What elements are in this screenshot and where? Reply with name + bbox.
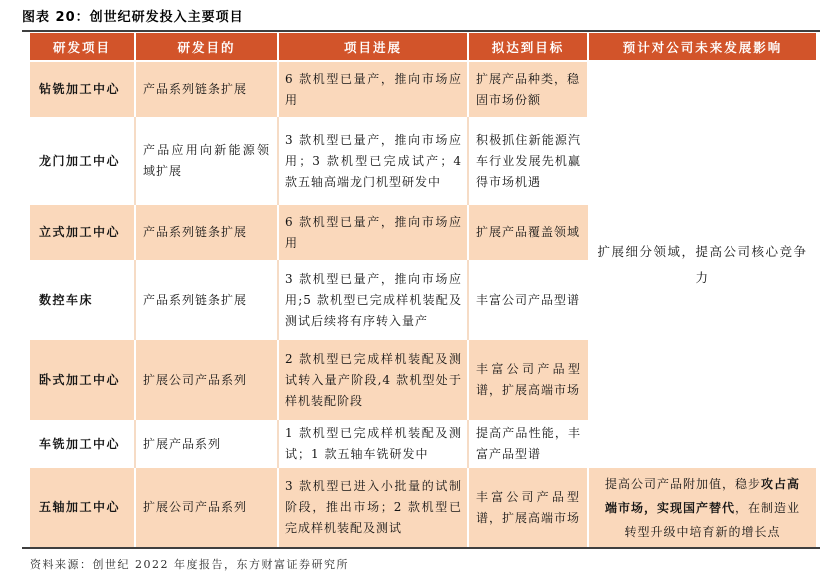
figure-title: 图表 20：创世纪研发投入主要项目 — [22, 10, 244, 25]
table-header-row — [30, 33, 816, 61]
purpose-cell: 产品系列链条扩展 — [135, 205, 278, 260]
column-header-4: 拟达到目标 — [468, 33, 588, 61]
target-cell: 丰富公司产品型谱，扩展高端市场 — [468, 468, 588, 547]
project-cell: 车铣加工中心 — [30, 420, 135, 468]
progress-cell: 3 款机型已量产，推向市场应用；3 款机型已完成试产；4 款五轴高端龙门机型研发中 — [278, 117, 468, 205]
impact-text: 提高公司产品附加值，稳步 — [604, 476, 761, 491]
project-cell: 龙门加工中心 — [30, 117, 135, 205]
column-header-2: 研发目的 — [135, 33, 278, 61]
target-cell: 积极抓住新能源汽车行业发展先机赢得市场机遇 — [468, 117, 588, 205]
impact-merged-cell: 扩展细分领域，提高公司核心竞争力 — [588, 61, 816, 468]
purpose-cell: 产品系列链条扩展 — [135, 260, 278, 340]
progress-cell: 2 款机型已完成样机装配及测试转入量产阶段,4 款机型处于样机装配阶段 — [278, 340, 468, 420]
target-cell: 扩展产品覆盖领域 — [468, 205, 588, 260]
source-note: 资料来源：创世纪 2022 年度报告，东方财富证券研究所 — [30, 558, 349, 571]
top-rule — [22, 30, 820, 32]
rd-projects-table — [30, 33, 816, 547]
impact-text-bold: 攻占高端市场，实现国产替代 — [604, 476, 801, 515]
progress-cell: 1 款机型已完成样机装配及测试；1 款五轴车铣研发中 — [278, 420, 468, 468]
project-cell: 钻铣加工中心 — [30, 61, 135, 117]
target-cell: 提高产品性能，丰富产品型谱 — [468, 420, 588, 468]
project-cell: 卧式加工中心 — [30, 340, 135, 420]
bottom-rule — [22, 547, 820, 549]
target-cell: 扩展产品种类，稳固市场份额 — [468, 61, 588, 117]
project-cell: 立式加工中心 — [30, 205, 135, 260]
progress-cell: 6 款机型已量产，推向市场应用 — [278, 205, 468, 260]
target-cell: 丰富公司产品型谱 — [468, 260, 588, 340]
column-header-5: 预计对公司未来发展影响 — [588, 33, 816, 61]
project-cell: 五轴加工中心 — [30, 468, 135, 547]
impact-text: ，在制造业转型升级中培育新的增长点 — [624, 500, 801, 539]
table-row — [30, 468, 816, 547]
column-header-3: 项目进展 — [278, 33, 468, 61]
project-cell: 数控车床 — [30, 260, 135, 340]
purpose-cell: 扩展产品系列 — [135, 420, 278, 468]
purpose-cell: 产品应用向新能源领域扩展 — [135, 117, 278, 205]
impact-cell — [588, 468, 816, 547]
table-row — [30, 61, 816, 117]
progress-cell: 3 款机型已量产，推向市场应用;5 款机型已完成样机装配及测试后续将有序转入量产 — [278, 260, 468, 340]
column-header-1: 研发项目 — [30, 33, 135, 61]
target-cell: 丰富公司产品型谱，扩展高端市场 — [468, 340, 588, 420]
progress-cell: 3 款机型已进入小批量的试制阶段，推出市场；2 款机型已完成样机装配及测试 — [278, 468, 468, 547]
purpose-cell: 扩展公司产品系列 — [135, 340, 278, 420]
progress-cell: 6 款机型已量产，推向市场应用 — [278, 61, 468, 117]
purpose-cell: 产品系列链条扩展 — [135, 61, 278, 117]
purpose-cell: 扩展公司产品系列 — [135, 468, 278, 547]
